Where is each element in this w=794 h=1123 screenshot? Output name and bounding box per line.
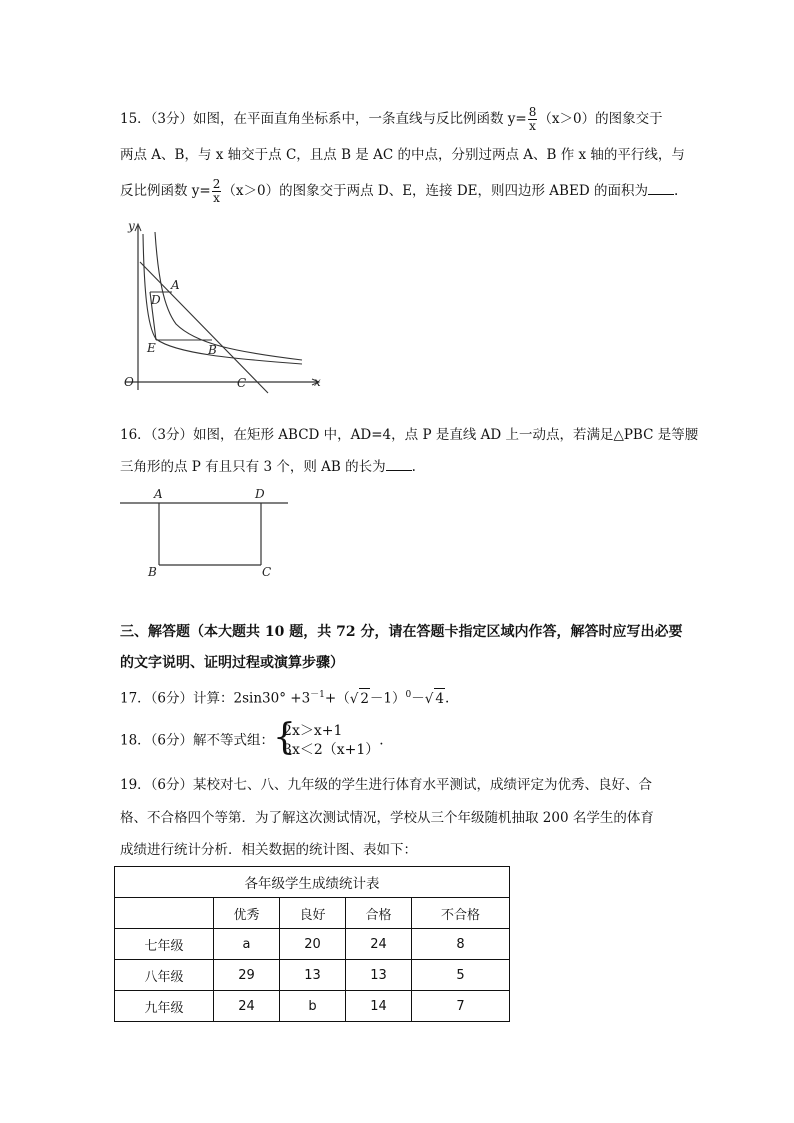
inequality-system: { 2x＞x+1 3x＜2（x+1） <box>273 716 380 758</box>
section-3-heading-1: 三、解答题（本大题共 10 题，共 72 分，请在答题卡指定区域内作答，解答时应写出必要 <box>120 624 683 640</box>
table-cell: a <box>214 929 280 960</box>
q15-text: 反比例函数 y= <box>120 183 211 199</box>
table-row <box>115 960 510 991</box>
table-cell: 七年级 <box>115 929 214 960</box>
answer-blank <box>386 458 412 471</box>
table-header: 优秀 <box>214 898 280 929</box>
answer-blank <box>648 182 674 195</box>
q15-text: 15．（3分）如图，在平面直角坐标系中，一条直线与反比例函数 y= <box>120 111 527 127</box>
sqrt-2: √ 2 <box>350 691 370 707</box>
label-D: D <box>255 487 265 501</box>
q15-line-2: 两点 A、B，与 x 轴交于点 C，且点 B 是 AC 的中点，分别过两点 A、B 作 x 轴的平行线，与 <box>120 147 685 163</box>
table-cell: 5 <box>412 960 510 991</box>
label-A: A <box>154 487 163 501</box>
table-row <box>115 991 510 1022</box>
q15-line-1 <box>120 106 663 133</box>
fraction-8-over-x: $\frac{8}{x}$ <box>528 105 537 133</box>
label-C: C <box>262 565 272 579</box>
table-title-row <box>115 867 510 898</box>
table-cell: 八年级 <box>115 960 214 991</box>
table-cell: 29 <box>214 960 280 991</box>
table-cell: 24 <box>346 929 412 960</box>
table-header: 良好 <box>280 898 346 929</box>
label-x: x <box>314 375 321 389</box>
q19-line-1: 19．（6分）某校对七、八、九年级的学生进行体育水平测试，成绩评定为优秀、良好、合 <box>120 777 653 793</box>
grade-stats-table <box>114 866 510 1022</box>
sqrt-4: √ 4 <box>425 691 445 707</box>
brace-icon: { <box>273 716 296 758</box>
q19-line-3: 成绩进行统计分析．相关数据的统计图、表如下： <box>120 842 417 858</box>
table-cell: 8 <box>412 929 510 960</box>
table-row <box>115 929 510 960</box>
table-cell: 14 <box>346 991 412 1022</box>
label-O: O <box>124 375 134 389</box>
q15-text: （x＞0）的图象交于 <box>538 111 663 127</box>
label-B: B <box>208 343 217 357</box>
q16-figure <box>116 484 296 580</box>
q15-line-3: 反比例函数 y= $\frac{2}{x}$ （x＞0）的图象交于两点 D、E，连接 DE，则四边形 ABED 的面积为 . <box>120 177 679 205</box>
q18-line: 18．（6分）解不等式组： { 2x＞x+1 3x＜2（x+1） . <box>120 716 384 758</box>
label-A: A <box>171 278 180 292</box>
q15-figure <box>116 218 336 396</box>
label-C: C <box>237 376 247 390</box>
q17-line: 17．（6分）计算：$2\sin 30^\circ +3^{-1}+(√$ 2－1）$^0$－√ 4. <box>120 685 449 709</box>
curve-2-over-x <box>143 234 302 364</box>
q16-line-1: 16．（3分）如图，在矩形 ABCD 中，AD=4，点 P 是直线 AD 上一动点，若满足△PBC 是等腰 <box>120 427 699 443</box>
label-D: D <box>151 293 161 307</box>
q19-line-2: 格、不合格四个等第．为了解这次测试情况，学校从三个年级随机抽取 200 名学生的体育 <box>120 810 654 826</box>
label-y: y <box>128 219 135 233</box>
table-cell: 九年级 <box>115 991 214 1022</box>
table-cell: b <box>280 991 346 1022</box>
section-3-heading-2: 的文字说明、证明过程或演算步骤） <box>120 655 344 671</box>
fraction-2-over-x: $\frac{2}{x}$ <box>212 177 221 205</box>
table-cell: 20 <box>280 929 346 960</box>
table-header: 合格 <box>346 898 412 929</box>
table-header: 不合格 <box>412 898 510 929</box>
table-header-row <box>115 898 510 929</box>
table-cell: 7 <box>412 991 510 1022</box>
line-ABC <box>140 262 268 393</box>
table-header <box>115 898 214 929</box>
q15-text: （x＞0）的图象交于两点 D、E，连接 DE，则四边形 ABED 的面积为 <box>222 183 648 199</box>
label-B: B <box>148 565 157 579</box>
table-cell: 13 <box>346 960 412 991</box>
table-cell: 24 <box>214 991 280 1022</box>
label-E: E <box>147 341 156 355</box>
curve-8-over-x <box>155 232 302 360</box>
table-title: 各年级学生成绩统计表 <box>115 867 510 898</box>
q16-line-2: 三角形的点 P 有且只有 3 个，则 AB 的长为 . <box>120 459 416 475</box>
table-cell: 13 <box>280 960 346 991</box>
